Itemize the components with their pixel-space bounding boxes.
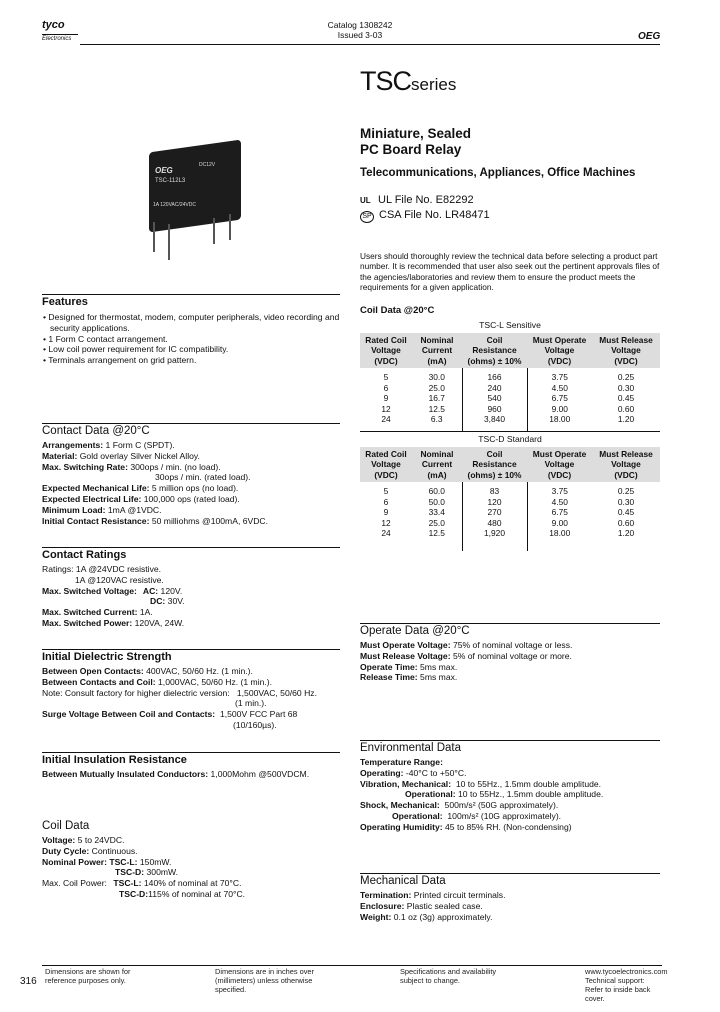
header-line: Nominal bbox=[420, 334, 454, 345]
bullet-icon: • bbox=[43, 344, 47, 355]
table-row bbox=[360, 486, 660, 497]
table-cell: 4.50 bbox=[527, 497, 592, 508]
column-header bbox=[527, 333, 592, 369]
spec-line bbox=[360, 901, 660, 912]
table-cell: 60.0 bbox=[428, 486, 445, 497]
spec-value: 120VA, 24W. bbox=[132, 617, 185, 628]
header-line: Must Release bbox=[599, 448, 653, 459]
header-line: (mA) bbox=[427, 469, 447, 480]
spec-label: Temperature Range: bbox=[360, 757, 443, 767]
header-line: Must Release bbox=[599, 334, 653, 345]
table-cell: 50.0 bbox=[428, 496, 445, 507]
spec-label: Material: bbox=[42, 450, 78, 461]
support-label: Technical support: bbox=[585, 976, 645, 985]
spec-value: 5 to 24VDC. bbox=[75, 835, 125, 845]
spec-line bbox=[360, 811, 660, 822]
csa-mark-icon: SP bbox=[360, 211, 374, 223]
table-cell: 5 bbox=[383, 372, 389, 383]
spec-value: 10 to 55Hz., 1.5mm double amplitude. bbox=[455, 789, 604, 800]
spec-line bbox=[42, 666, 340, 677]
spec-value: 1,000Mohm @500VDCM. bbox=[208, 769, 310, 779]
table-cell: 9 bbox=[383, 507, 389, 518]
table-cell: 6.3 bbox=[430, 414, 443, 425]
spec-line bbox=[42, 472, 340, 483]
spec-value: 500m/s² (50G approximately). bbox=[439, 800, 559, 811]
spec-line bbox=[360, 779, 660, 790]
table-cell: 0.45 bbox=[617, 507, 635, 518]
series-name: TSC bbox=[360, 66, 411, 96]
header-line: (VDC) bbox=[614, 355, 638, 366]
spec-value: Printed circuit terminals. bbox=[411, 890, 506, 900]
table-cell: 0.60 bbox=[617, 517, 635, 528]
header-line: (VDC) bbox=[547, 469, 572, 480]
spec-value: (10/160µs). bbox=[233, 719, 277, 730]
spec-value: Plastic sealed case. bbox=[404, 900, 483, 911]
table-cell: 12.5 bbox=[428, 403, 445, 414]
spec-value: 300mW. bbox=[144, 867, 179, 878]
spec-label: Operating: bbox=[360, 767, 404, 778]
relay-label: 1A 120VAC/24VDC bbox=[153, 202, 196, 208]
operate-section bbox=[360, 625, 660, 683]
catalog-info bbox=[300, 20, 420, 40]
relay-pin bbox=[213, 218, 215, 244]
table-cell: 6 bbox=[383, 382, 389, 393]
spec-value: 10 to 55Hz., 1.5mm double amplitude. bbox=[451, 778, 602, 789]
spec-lines bbox=[42, 440, 340, 526]
spec-label: Max. Coil Power: bbox=[42, 878, 110, 889]
spec-value: 5 million ops (no load). bbox=[149, 483, 239, 494]
insulation-section bbox=[42, 754, 340, 780]
table-row bbox=[360, 414, 660, 425]
mechanical-section bbox=[360, 875, 660, 922]
spec-label: Expected Mechanical Life: bbox=[42, 483, 150, 494]
features-heading: Features bbox=[42, 296, 88, 308]
spec-value: 1,500V FCC Part 68 bbox=[215, 709, 298, 720]
header-line: Must Operate bbox=[532, 448, 587, 459]
table-cell: 25.0 bbox=[428, 517, 445, 528]
header-line: Current bbox=[421, 459, 453, 470]
feature-item bbox=[42, 334, 340, 345]
spec-value: 5ms max. bbox=[417, 661, 458, 672]
spec-value: -40°C to +50°C. bbox=[403, 767, 467, 778]
spec-label: Arrangements: bbox=[42, 440, 104, 450]
header-line: Voltage bbox=[371, 345, 401, 356]
table-cell: 6.75 bbox=[527, 507, 592, 518]
features-section bbox=[42, 296, 340, 366]
header-rule bbox=[80, 44, 660, 45]
spec-value: 140% of nominal at 70°C. bbox=[141, 878, 242, 889]
spec-value: 120V. bbox=[158, 585, 183, 596]
section-rule bbox=[42, 294, 340, 295]
spec-line bbox=[42, 440, 340, 451]
table-cell: 9.00 bbox=[527, 404, 592, 415]
header-line: Voltage bbox=[611, 459, 641, 470]
spec-line bbox=[42, 688, 340, 699]
table-row bbox=[360, 497, 660, 508]
spec-label: Expected Electrical Life: bbox=[42, 493, 142, 504]
spec-label: Surge Voltage Between Coil and Contacts: bbox=[42, 709, 216, 720]
ratings-line: Ratings: 1A @24VDC resistive. bbox=[42, 564, 162, 574]
table-cell: 24 bbox=[381, 528, 391, 539]
spec-line bbox=[42, 462, 340, 473]
header-line: Must Operate bbox=[532, 334, 587, 345]
header-line: Rated Coil bbox=[365, 448, 407, 459]
spec-line bbox=[360, 912, 660, 923]
spec-label: Max. Switched Power: bbox=[42, 617, 133, 628]
table-cell: 12.5 bbox=[428, 528, 445, 539]
page-number: 316 bbox=[20, 976, 37, 987]
issue-date: Issued 3-03 bbox=[337, 30, 383, 40]
table-cell: 1,920 bbox=[462, 528, 527, 539]
relay-label: DC12V bbox=[199, 162, 216, 168]
column-header bbox=[462, 333, 527, 369]
table-caption: TSC-D Standard bbox=[360, 431, 660, 447]
table-cell: 1.20 bbox=[617, 528, 635, 539]
table-cell: 960 bbox=[462, 404, 527, 415]
table-row bbox=[360, 518, 660, 529]
spec-label: Termination: bbox=[360, 890, 412, 900]
ratings-line: 1A @120VAC resistive. bbox=[75, 574, 164, 585]
table-cell: 166 bbox=[462, 372, 527, 383]
spec-value: 5% of nominal voltage or more. bbox=[450, 650, 572, 661]
relay-pin bbox=[229, 214, 231, 240]
header-line: (VDC) bbox=[374, 469, 398, 480]
table-row bbox=[360, 404, 660, 415]
product-title bbox=[360, 126, 471, 158]
header-line: Voltage bbox=[544, 345, 575, 356]
spec-value: 75% of nominal voltage or less. bbox=[450, 640, 573, 650]
environmental-section bbox=[360, 742, 660, 833]
spec-label: Between Mutually Insulated Conductors: bbox=[42, 769, 209, 779]
website-link[interactable]: www.tycoelectronics.com bbox=[585, 967, 668, 976]
spec-value: (1 min.). bbox=[235, 698, 267, 709]
spec-value: 30V. bbox=[165, 596, 185, 607]
relay-label: TSC-112L3 bbox=[155, 178, 186, 184]
column-header bbox=[412, 333, 462, 369]
spec-value: Gold overlay Silver Nickel Alloy. bbox=[77, 450, 200, 461]
spec-line bbox=[42, 677, 340, 688]
column-header bbox=[360, 447, 412, 483]
spec-lines bbox=[42, 769, 340, 780]
dielectric-heading: Initial Dielectric Strength bbox=[42, 651, 172, 663]
table-cell: 18.00 bbox=[527, 414, 592, 425]
feature-item bbox=[42, 344, 340, 355]
table-caption: TSC-L Sensitive bbox=[479, 320, 541, 330]
bullet-icon: • bbox=[43, 355, 47, 366]
table-cell: 6 bbox=[383, 496, 389, 507]
footer-units-note: Dimensions are in inches over (millimeters) unless otherwise specified. bbox=[215, 967, 314, 994]
support-ref: Refer to inside back cover. bbox=[585, 985, 651, 1003]
header-line: Coil bbox=[486, 334, 503, 345]
features-list bbox=[42, 312, 340, 366]
contact-data-section bbox=[42, 425, 340, 526]
spec-label: Between Open Contacts: bbox=[42, 666, 144, 676]
spec-line bbox=[360, 822, 660, 833]
spec-label: Shock, Mechanical: bbox=[360, 800, 440, 811]
section-rule bbox=[42, 752, 340, 753]
footer-spec-note: Specifications and availability subject to change. bbox=[400, 967, 497, 985]
header-line: (VDC) bbox=[614, 469, 638, 480]
table-cell: 24 bbox=[381, 414, 391, 425]
approvals bbox=[360, 193, 490, 223]
spec-line bbox=[42, 769, 340, 780]
coil-data-heading: Coil Data bbox=[42, 820, 90, 832]
table-row bbox=[360, 383, 660, 394]
ul-mark-icon: UL bbox=[360, 196, 371, 205]
spec-label: Must Operate Voltage: bbox=[360, 640, 451, 650]
spec-line bbox=[360, 640, 660, 651]
spec-label: AC: bbox=[142, 585, 159, 596]
spec-value: 45 to 85% RH. (Non-condensing) bbox=[442, 821, 572, 832]
header-line: Current bbox=[421, 345, 453, 356]
table-cell: 1.20 bbox=[617, 414, 635, 425]
column-header bbox=[360, 333, 412, 369]
table-cell: 480 bbox=[462, 518, 527, 529]
operate-heading: Operate Data @20°C bbox=[360, 625, 470, 637]
spec-value: 5ms max. bbox=[417, 672, 458, 683]
environmental-heading: Environmental Data bbox=[360, 742, 461, 754]
spec-label: Release Time: bbox=[360, 672, 418, 683]
mechanical-heading: Mechanical Data bbox=[360, 875, 446, 887]
feature-item bbox=[42, 355, 340, 366]
header-line: (VDC) bbox=[374, 355, 398, 366]
column-header bbox=[462, 447, 527, 483]
header-line: (ohms) ± 10% bbox=[467, 355, 522, 366]
tyco-logo: tyco bbox=[42, 19, 65, 31]
header-line: Rated Coil bbox=[365, 334, 407, 345]
spec-value: 400VAC, 50/60 Hz. (1 min.). bbox=[143, 666, 253, 676]
table-cell: 33.4 bbox=[428, 507, 445, 518]
table-cell: 0.45 bbox=[617, 393, 635, 404]
spec-value: 115% of nominal at 70°C. bbox=[148, 888, 246, 899]
spec-label: Voltage: bbox=[42, 835, 76, 845]
section-rule bbox=[42, 649, 340, 650]
spec-label: TSC-L: bbox=[113, 878, 142, 889]
table-cell: 25.0 bbox=[428, 382, 445, 393]
spec-value: 50 milliohms @100mA, 6VDC. bbox=[149, 515, 269, 526]
dielectric-section bbox=[42, 651, 340, 731]
spec-value: 30ops / min. (rated load). bbox=[155, 472, 251, 483]
spec-label: TSC-D: bbox=[119, 888, 149, 899]
table-cell: 18.00 bbox=[527, 528, 592, 539]
table-cell: 6.75 bbox=[527, 393, 592, 404]
spec-label: Vibration, Mechanical: bbox=[360, 778, 452, 789]
product-title-line1: Miniature, Sealed bbox=[360, 126, 472, 141]
table-cell: 83 bbox=[462, 486, 527, 497]
table-cell: 5 bbox=[383, 486, 389, 497]
spec-line bbox=[360, 890, 660, 901]
header-line: Voltage bbox=[371, 459, 401, 470]
spec-line bbox=[360, 800, 660, 811]
table-cell: 270 bbox=[462, 507, 527, 518]
spec-value: 150mW. bbox=[137, 856, 172, 867]
product-title-line2: PC Board Relay bbox=[360, 142, 462, 157]
series-suffix: series bbox=[411, 75, 457, 94]
header-line: (mA) bbox=[427, 355, 447, 366]
feature-text: 1 Form C contact arrangement. bbox=[48, 333, 168, 344]
coil-table bbox=[360, 333, 660, 431]
spec-label: Operational: bbox=[405, 789, 456, 800]
spec-line bbox=[42, 505, 340, 516]
spec-line bbox=[42, 516, 340, 527]
coil-data-section bbox=[42, 820, 340, 900]
contact-data-heading: Contact Data @20°C bbox=[42, 425, 150, 437]
spec-lines bbox=[360, 757, 660, 833]
spec-line bbox=[42, 720, 340, 731]
spec-value: Note: Consult factory for higher dielectric version: 1,500VAC, 50/60 Hz. bbox=[42, 687, 317, 698]
header-line: Resistance bbox=[472, 459, 517, 470]
spec-value: 1 Form C (SPDT). bbox=[103, 440, 175, 450]
header-line: Resistance bbox=[472, 345, 517, 356]
feature-text: Low coil power requirement for IC compatibility. bbox=[48, 344, 229, 355]
table-cell: 3.75 bbox=[527, 372, 592, 383]
section-rule bbox=[360, 740, 660, 741]
spec-line bbox=[360, 662, 660, 673]
bullet-icon: • bbox=[43, 312, 47, 322]
table-cell: 12 bbox=[381, 403, 391, 414]
table-cell: 0.30 bbox=[617, 382, 635, 393]
spec-value: Continuous. bbox=[89, 845, 138, 856]
header-line: Voltage bbox=[611, 345, 641, 356]
coil-table bbox=[360, 447, 660, 551]
section-rule bbox=[360, 873, 660, 874]
spec-value: 100m/s² (10G approximately). bbox=[442, 810, 562, 821]
ul-file: UL File No. E82292 bbox=[378, 194, 474, 206]
feature-text: Designed for thermostat, modem, computer peripherals, video recording and security applications. bbox=[48, 312, 340, 333]
spec-value: 0.1 oz (3g) approximately. bbox=[391, 911, 493, 922]
spec-label: Operate Time: bbox=[360, 661, 418, 672]
relay-pin bbox=[153, 222, 155, 252]
column-header bbox=[592, 447, 660, 483]
table-cell: 9.00 bbox=[527, 518, 592, 529]
spec-line bbox=[360, 651, 660, 662]
table-cell: 9 bbox=[383, 393, 389, 404]
column-header bbox=[527, 447, 592, 483]
spec-line bbox=[42, 698, 340, 709]
contact-ratings-heading: Contact Ratings bbox=[42, 549, 127, 561]
applications: Telecommunications, Appliances, Office Machines bbox=[360, 167, 636, 179]
table-cell: 3.75 bbox=[527, 486, 592, 497]
insulation-heading: Initial Insulation Resistance bbox=[42, 754, 187, 766]
feature-text: Terminals arrangement on grid pattern. bbox=[48, 355, 197, 366]
column-header bbox=[412, 447, 462, 483]
table-cell: 0.60 bbox=[617, 403, 635, 414]
spec-label: Minimum Load: bbox=[42, 504, 106, 515]
table-header-row bbox=[360, 447, 660, 483]
header-line: Coil bbox=[486, 448, 503, 459]
table-cell: 3,840 bbox=[462, 414, 527, 425]
spec-label: Initial Contact Resistance: bbox=[42, 515, 150, 526]
header-line: (VDC) bbox=[547, 355, 572, 366]
table-row bbox=[360, 528, 660, 539]
table-cell: 0.25 bbox=[617, 486, 635, 497]
spec-label: Must Release Voltage: bbox=[360, 650, 451, 661]
spec-label: Max. Switching Rate: bbox=[42, 461, 128, 472]
table-cell: 4.50 bbox=[527, 383, 592, 394]
spec-label: Enclosure: bbox=[360, 900, 405, 911]
table-row bbox=[360, 372, 660, 383]
table-cell: 540 bbox=[462, 393, 527, 404]
oeg-logo: OEG bbox=[638, 31, 661, 42]
spec-label: Operating Humidity: bbox=[360, 821, 443, 832]
spec-label: Operational: bbox=[392, 810, 443, 821]
spec-line bbox=[360, 768, 660, 779]
table-row bbox=[360, 507, 660, 518]
spec-line bbox=[360, 789, 660, 800]
contact-ratings-section bbox=[42, 549, 340, 629]
spec-label: TSC-D: bbox=[115, 867, 145, 878]
header-line: Voltage bbox=[544, 459, 575, 470]
spec-value: 300ops / min. (no load). bbox=[127, 461, 221, 472]
spec-label: DC: bbox=[150, 596, 166, 607]
spec-value: 1mA @1VDC. bbox=[105, 504, 162, 515]
spec-value: 1,000VAC, 50/60 Hz. (1 min.). bbox=[155, 676, 273, 687]
spec-line bbox=[360, 757, 660, 768]
spec-line bbox=[42, 451, 340, 462]
spec-label: Nominal Power: TSC-L: bbox=[42, 856, 138, 867]
catalog-number: Catalog 1308242 bbox=[327, 20, 393, 30]
spec-line bbox=[42, 494, 340, 505]
footer-rule bbox=[42, 965, 662, 966]
series-title bbox=[360, 66, 457, 96]
spec-line bbox=[42, 709, 340, 720]
relay-pin bbox=[168, 224, 170, 260]
table-cell: 240 bbox=[462, 383, 527, 394]
spec-value: 1A. bbox=[137, 607, 153, 618]
csa-file: CSA File No. LR48471 bbox=[379, 209, 490, 221]
coil-table-heading: Coil Data @20°C bbox=[360, 305, 435, 316]
spec-lines bbox=[42, 666, 340, 731]
table-row bbox=[360, 393, 660, 404]
table-cell: 12 bbox=[381, 517, 391, 528]
feature-item bbox=[42, 312, 340, 334]
footer-dimensions-note: Dimensions are shown for reference purposes only. bbox=[45, 967, 131, 985]
section-rule bbox=[42, 547, 340, 548]
footer-contact bbox=[585, 967, 668, 1003]
spec-label: Weight: bbox=[360, 911, 392, 922]
spec-label: Duty Cycle: bbox=[42, 845, 90, 856]
user-notice: Users should thoroughly review the technical data before selecting a product part number. It is recommended that user also seek out the pertinent approvals files of the agencies/laboratories and review them to ensure the product meets the requirements for a given application. bbox=[360, 251, 660, 292]
table-cell: 0.30 bbox=[617, 496, 635, 507]
spec-label: Max. Switched Voltage: bbox=[42, 585, 137, 596]
coil-tables bbox=[360, 318, 660, 551]
spec-label: Between Contacts and Coil: bbox=[42, 676, 156, 687]
table-cell: 0.25 bbox=[617, 372, 635, 383]
spec-value: 100,000 ops (rated load). bbox=[141, 493, 240, 504]
spec-lines bbox=[360, 640, 660, 683]
spec-label: Max. Switched Current: bbox=[42, 607, 138, 618]
table-cell: 16.7 bbox=[428, 393, 445, 404]
section-rule bbox=[360, 623, 660, 624]
tyco-logo-sub: Electronics bbox=[42, 34, 78, 43]
header-line: Nominal bbox=[420, 448, 454, 459]
header-line: (ohms) ± 10% bbox=[467, 469, 522, 480]
table-cell: 30.0 bbox=[428, 372, 445, 383]
relay-photo bbox=[143, 140, 243, 260]
spec-line bbox=[42, 483, 340, 494]
spec-line bbox=[360, 672, 660, 683]
table-header-row bbox=[360, 333, 660, 369]
column-header bbox=[592, 333, 660, 369]
relay-label: OEG bbox=[155, 166, 173, 175]
table-cell: 120 bbox=[462, 497, 527, 508]
section-rule bbox=[42, 423, 340, 424]
spec-lines bbox=[360, 890, 660, 922]
bullet-icon: • bbox=[43, 333, 47, 344]
